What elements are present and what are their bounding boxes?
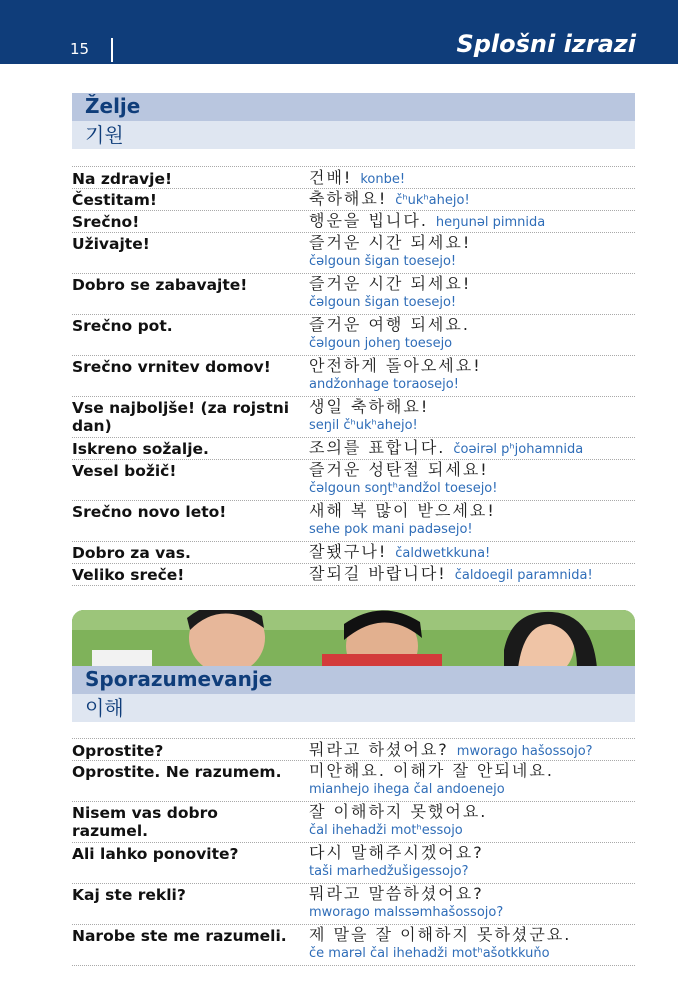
phrase-row [72,232,635,273]
phrase-slovene: Veliko sreče! [72,566,185,584]
phrase-slovene: Srečno vrnitev domov! [72,358,271,376]
phrase-row [72,924,635,966]
phrase-row [72,166,635,188]
phrase-korean: 안전하게 돌아오세요! [309,356,482,375]
phrase-row [72,541,635,563]
phrase-row [72,563,635,586]
phrase-korean: 생일 축하해요! [309,397,430,416]
phrase-transliteration: čəlgoun joheŋ toesejo [309,336,453,351]
section-title-korean: 기원 [72,121,635,149]
phrase-slovene: Srečno! [72,213,140,231]
page-header [0,0,678,64]
phrase-row [72,355,635,396]
phrase-slovene: Oprostite. Ne razumem. [72,763,282,781]
phrase-transliteration: čəlgoun šigan toesejo! [309,295,457,310]
phrase-row [72,314,635,355]
phrase-slovene: Čestitam! [72,191,157,209]
phrase-transliteration: mworago hašossojo? [456,744,593,759]
phrase-row [72,210,635,232]
phrase-row [72,760,635,801]
phrase-row [72,273,635,314]
section-title: Sporazumevanje [72,666,635,694]
phrase-transliteration: taši marhedžušigessojo? [309,864,469,879]
phrase-transliteration: če marəl čal ihehadži motʰašotkkuňo [309,946,550,961]
phrase-transliteration: čəlgoun šigan toesejo! [309,254,457,269]
phrase-korean: 새해 복 많이 받으세요! [309,501,496,520]
phrase-slovene: Ali lahko ponovite? [72,845,239,863]
phrase-slovene: Srečno novo leto! [72,503,227,521]
phrase-slovene: Kaj ste rekli? [72,886,186,904]
phrase-korean: 건배! [309,168,353,187]
phrase-slovene: Uživajte! [72,235,150,253]
phrase-slovene: Na zdravje! [72,170,173,188]
phrase-slovene: Nisem vas dobro razumel. [72,804,218,840]
phrase-korean: 제 말을 잘 이해하지 못하셨군요. [309,925,572,944]
phrase-row [72,188,635,210]
phrase-korean: 뭐라고 하셨어요? [309,740,449,759]
phrase-row [72,437,635,459]
phrase-transliteration: mworago malssəmhašossojo? [309,905,504,920]
header-divider [111,38,113,62]
phrase-transliteration: sehe pok mani padəsejo! [309,522,473,537]
phrase-row [72,500,635,541]
phrase-transliteration: čəlgoun soŋtʰandžol toesejo! [309,481,498,496]
phrase-list-sporazumevanje [72,738,635,966]
phrase-slovene: Narobe ste me razumeli. [72,927,287,945]
phrase-slovene: Srečno pot. [72,317,173,335]
phrase-row [72,842,635,883]
phrase-row [72,801,635,842]
phrase-transliteration: konbe! [360,172,406,187]
phrase-korean: 조의를 표합니다. [309,438,446,457]
phrase-korean: 미안해요. 이해가 잘 안되네요. [309,761,554,780]
section-header-sporazumevanje [72,666,635,722]
phrase-slovene: Vse najboljše! (za rojstni dan) [72,399,290,435]
phrase-transliteration: čaldwetkkuna! [395,546,491,561]
section-title: Želje [72,93,635,121]
phrase-slovene: Iskreno sožalje. [72,440,209,458]
phrase-transliteration: mianhejo ihega čal andoenejo [309,782,505,797]
section-title-korean: 이해 [72,694,635,722]
phrase-slovene: Dobro za vas. [72,544,191,562]
section-header-zelje [72,93,635,149]
chapter-title: Splošni izrazi [456,30,636,58]
phrase-slovene: Dobro se zabavajte! [72,276,248,294]
photo-banner [72,610,635,668]
phrase-transliteration: čʰukʰahejo! [395,193,470,208]
phrase-row [72,459,635,500]
phrase-korean: 행운을 빕니다. [309,211,428,230]
phrase-slovene: Vesel božič! [72,462,177,480]
phrase-korean: 잘됐구나! [309,542,388,561]
phrase-korean: 즐거운 여행 되세요. [309,315,470,334]
phrase-korean: 다시 말해주시겠어요? [309,843,484,862]
phrase-list-zelje [72,166,635,586]
phrase-transliteration: čaldoegil paramnida! [454,568,593,583]
phrase-korean: 뭐라고 말씀하셨어요? [309,884,484,903]
phrase-transliteration: andžonhage toraosejo! [309,377,459,392]
phrase-row [72,738,635,760]
phrase-korean: 즐거운 시간 되세요! [309,233,472,252]
phrase-korean: 잘되길 바랍니다! [309,564,447,583]
phrase-korean: 즐거운 시간 되세요! [309,274,472,293]
phrase-korean: 잘 이해하지 못했어요. [309,802,488,821]
phrase-transliteration: čal ihehadži motʰessojo [309,823,463,838]
phrase-transliteration: seŋil čʰukʰahejo! [309,418,418,433]
page-number: 15 [70,40,90,58]
phrase-slovene: Oprostite? [72,742,164,760]
phrase-korean: 축하해요! [309,189,388,208]
phrase-transliteration: čoəirəl pʰjohamnida [453,442,584,457]
phrase-korean: 즐거운 성탄절 되세요! [309,460,489,479]
phrase-row [72,396,635,437]
phrase-row [72,883,635,924]
phrase-transliteration: heŋunəl pimnida [435,215,546,230]
